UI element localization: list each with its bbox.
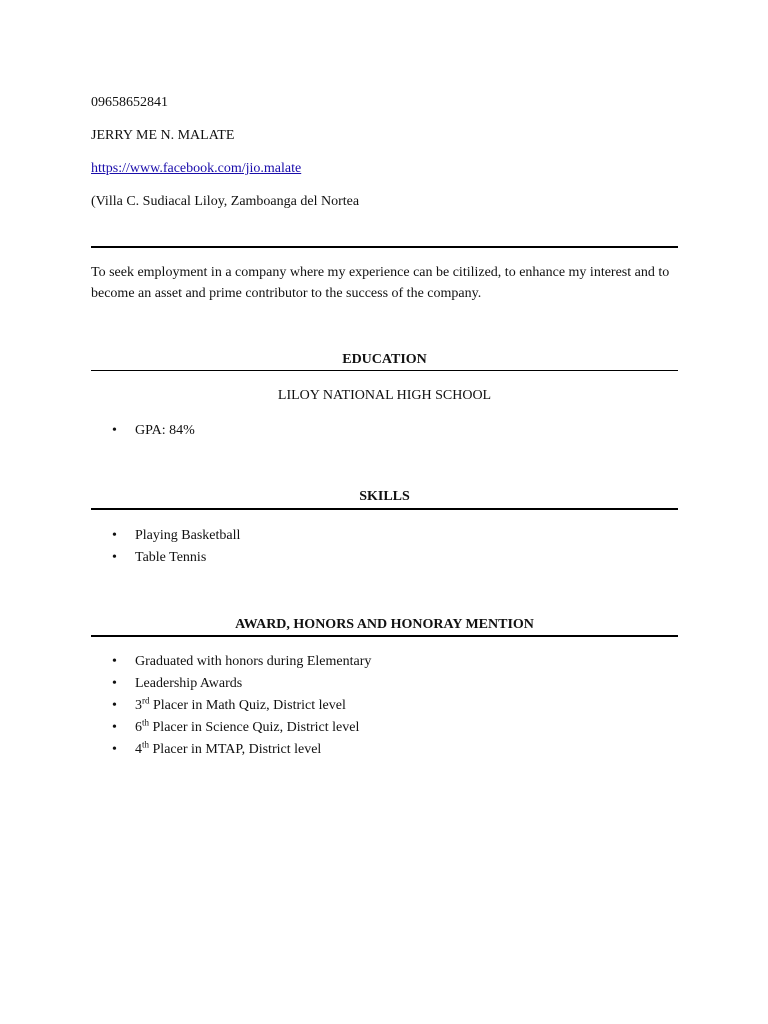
school-name: LILOY NATIONAL HIGH SCHOOL (277, 388, 492, 403)
objective-text: To seek employment in a company where my experience can be citilized, to enhance my interest and to become an asset and prime contributor to the success of the company. (91, 265, 670, 301)
awards-divider (91, 635, 678, 637)
phone-number: 09658652841 (91, 95, 168, 110)
bullet-icon: • (112, 528, 117, 543)
bullet-icon: • (112, 698, 117, 713)
ordinal-suffix: th (142, 739, 150, 750)
list-item: • 6th Placer in Science Quiz, District level (112, 717, 360, 735)
skills-divider (91, 508, 678, 510)
awards-heading: AWARD, HONORS AND HONORAY MENTION (235, 617, 534, 632)
list-item: • Table Tennis (112, 550, 207, 565)
education-divider (91, 370, 678, 371)
bullet-icon: • (112, 654, 117, 669)
list-item: • 3rd Placer in Math Quiz, District level (112, 695, 346, 713)
bullet-icon: • (112, 550, 117, 565)
skills-heading: SKILLS (359, 489, 410, 504)
list-item: • 4th Placer in MTAP, District level (112, 739, 322, 757)
list-item: • Graduated with honors during Elementary (112, 654, 372, 669)
list-item: • Leadership Awards (112, 676, 243, 691)
bullet-icon: • (112, 720, 117, 735)
bullet-icon: • (112, 742, 117, 757)
divider-top (91, 246, 678, 248)
bullet-icon: • (112, 423, 117, 438)
list-item: • Playing Basketball (112, 528, 241, 543)
ordinal-suffix: rd (142, 695, 150, 706)
applicant-name: JERRY ME N. MALATE (91, 128, 235, 143)
address: (Villa C. Sudiacal Liloy, Zamboanga del Nortea (91, 194, 360, 209)
ordinal-suffix: th (142, 717, 150, 728)
education-heading: EDUCATION (342, 352, 427, 367)
bullet-icon: • (112, 676, 117, 691)
facebook-link[interactable]: https://www.facebook.com/jio.malate (91, 161, 302, 176)
list-item: • GPA: 84% (112, 423, 195, 438)
